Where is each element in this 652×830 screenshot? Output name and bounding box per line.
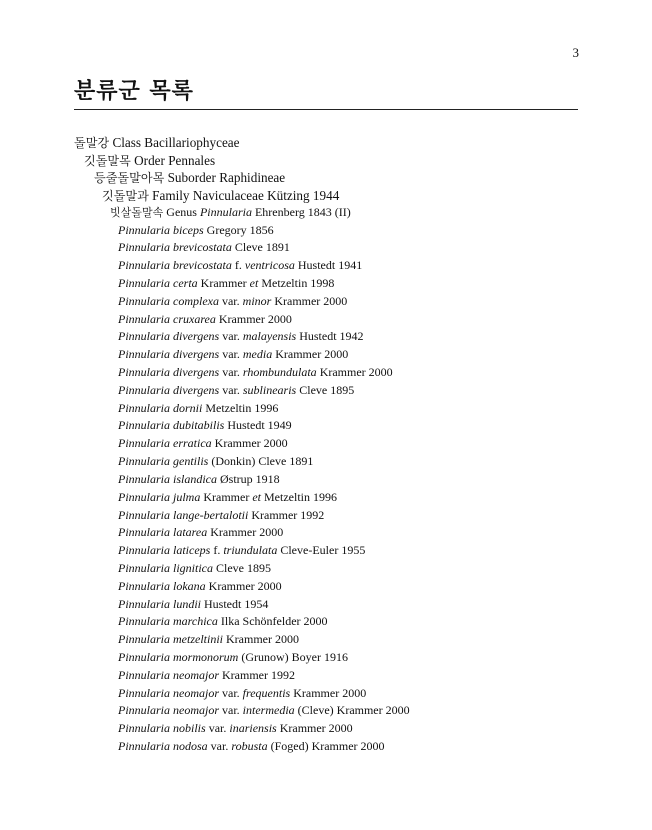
species-name: Pinnularia divergens (118, 329, 220, 344)
class-korean-name: 돌말강 (74, 136, 110, 150)
species-infra-name: ventricosa (244, 258, 295, 273)
order-name: Order Pennales (134, 152, 216, 168)
species-name: Pinnularia lundii (118, 596, 202, 611)
species-author: Krammer 2000 (210, 525, 284, 540)
species-name: Pinnularia mormonorum (118, 650, 239, 664)
species-name: Pinnularia gentilis (118, 454, 209, 469)
species-rank: var. (222, 365, 240, 379)
species-rank: var. (208, 721, 227, 736)
suborder-name: Suborder Raphidineae (167, 170, 286, 185)
suborder-korean-name: 등줄돌말아목 (94, 171, 165, 185)
species-entry (118, 669, 594, 687)
species-infra-name: sublinearis (242, 382, 297, 397)
species-author: Krammer 2000 (274, 293, 348, 308)
species-name: Pinnularia lokana (118, 578, 206, 593)
species-entry (118, 651, 594, 669)
species-name: Pinnularia erratica (118, 436, 212, 451)
species-entry (118, 633, 594, 651)
species-entry (118, 384, 594, 402)
species-name: Pinnularia neomajor (118, 667, 219, 682)
species-author: Krammer 1992 (222, 667, 295, 682)
species-name: Pinnularia laticeps (118, 543, 211, 558)
species-author: (Cleve) Krammer 2000 (297, 703, 410, 718)
taxon-list (74, 136, 594, 758)
species-author: Krammer (203, 489, 250, 504)
family-name: Family Naviculaceae Kützing 1944 (152, 187, 340, 203)
species-author: Hustedt 1949 (227, 418, 292, 433)
species-infra-name: rhombundulata (242, 365, 317, 379)
species-entry (118, 598, 594, 616)
species-name: Pinnularia marchica (118, 614, 218, 629)
species-list (74, 224, 594, 758)
species-name: Pinnularia cruxarea (118, 311, 216, 326)
species-rank: f. (234, 258, 242, 273)
species-author: Østrup 1918 (220, 471, 280, 486)
species-author: (Donkin) Cleve 1891 (211, 454, 314, 469)
species-author: Krammer 2000 (293, 685, 367, 700)
species-rank: var. (222, 347, 240, 362)
species-author: Hustedt 1942 (299, 329, 364, 344)
species-name: Pinnularia julma (118, 489, 201, 504)
species-entry (118, 491, 594, 509)
genus-korean-name: 빗살돌말속 (110, 206, 164, 219)
species-entry (118, 722, 594, 740)
species-entry (118, 366, 594, 384)
suborder-entry (94, 171, 594, 189)
species-name: Pinnularia dubitabilis (118, 418, 225, 433)
species-entry (118, 509, 594, 527)
species-infra-name: intermedia (242, 703, 295, 718)
species-entry (118, 330, 594, 348)
family-korean-name: 깃돌말과 (102, 188, 149, 203)
genus-author: Ehrenberg 1843 (II) (254, 205, 351, 219)
species-entry (118, 295, 594, 313)
species-author-conjunction: et (249, 275, 259, 290)
species-name: Pinnularia brevicostata (118, 240, 232, 255)
species-author: Metzeltin 1996 (205, 400, 279, 415)
species-entry (118, 419, 594, 437)
species-author-conjunction: et (252, 489, 261, 504)
species-author: (Grunow) Boyer 1916 (241, 650, 348, 664)
species-author-second: Metzeltin 1996 (264, 489, 337, 504)
species-entry (118, 544, 594, 562)
page-title: 분류군 목록 (74, 74, 578, 110)
species-author: Cleve-Euler 1955 (280, 543, 366, 558)
species-name: Pinnularia dornii (118, 400, 203, 415)
class-entry (74, 136, 594, 154)
genus-entry (110, 206, 594, 224)
species-name: Pinnularia nobilis (118, 721, 206, 736)
species-name: Pinnularia islandica (118, 471, 217, 486)
species-infra-name: inariensis (229, 721, 277, 736)
species-author: Krammer 2000 (214, 436, 288, 451)
species-entry (118, 687, 594, 705)
species-author: Krammer 2000 (319, 365, 393, 379)
species-entry (118, 277, 594, 295)
order-entry (84, 154, 594, 172)
species-name: Pinnularia latarea (118, 525, 208, 540)
species-name: Pinnularia divergens (118, 382, 220, 397)
species-entry (118, 740, 594, 758)
genus-name: Pinnularia (199, 205, 252, 219)
species-author-second: Metzeltin 1998 (261, 275, 335, 290)
species-entry (118, 562, 594, 580)
species-name: Pinnularia biceps (118, 222, 204, 237)
species-name: Pinnularia brevicostata (118, 258, 232, 273)
species-infra-name: minor (242, 293, 272, 308)
species-name: Pinnularia neomajor (118, 703, 219, 718)
species-author: Cleve 1895 (216, 560, 271, 575)
species-author: Cleve 1895 (299, 382, 355, 397)
species-entry (118, 455, 594, 473)
species-entry (118, 348, 594, 366)
family-entry (102, 189, 594, 207)
species-author: Krammer 2000 (208, 578, 282, 593)
species-rank: var. (222, 329, 240, 344)
species-author: Krammer 2000 (226, 632, 299, 647)
page-number: 3 (572, 45, 579, 60)
species-author: Krammer (200, 275, 247, 290)
species-entry (118, 473, 594, 491)
species-rank: var. (222, 382, 240, 397)
species-name: Pinnularia divergens (118, 365, 220, 379)
genus-rank: Genus (166, 205, 197, 219)
species-rank: var. (222, 685, 240, 700)
species-author: Krammer 2000 (279, 721, 353, 736)
species-infra-name: triundulata (223, 543, 278, 558)
species-name: Pinnularia divergens (118, 347, 220, 362)
species-name: Pinnularia metzeltinii (118, 632, 223, 647)
species-entry (118, 615, 594, 633)
species-entry (118, 437, 594, 455)
species-name: Pinnularia lignitica (118, 560, 213, 575)
species-entry (118, 704, 594, 722)
species-infra-name: malayensis (242, 329, 297, 344)
species-name: Pinnularia certa (118, 275, 198, 290)
species-name: Pinnularia nodosa (118, 739, 208, 754)
species-entry (118, 313, 594, 331)
species-entry (118, 259, 594, 277)
species-infra-name: frequentis (242, 685, 291, 700)
species-author: Cleve 1891 (234, 240, 290, 255)
order-korean-name: 깃돌말목 (84, 153, 131, 168)
species-name: Pinnularia neomajor (118, 685, 219, 700)
species-entry (118, 526, 594, 544)
species-author: (Foged) Krammer 2000 (270, 739, 385, 754)
species-rank: var. (222, 703, 240, 718)
species-rank: var. (221, 293, 240, 308)
species-name: Pinnularia complexa (118, 293, 219, 308)
species-author: Gregory 1856 (206, 222, 274, 237)
species-entry (118, 224, 594, 242)
species-author: Ilka Schönfelder 2000 (220, 614, 328, 629)
class-name: Class Bacillariophyceae (112, 135, 240, 150)
species-entry (118, 241, 594, 259)
species-author: Krammer 2000 (275, 347, 349, 362)
species-rank: var. (210, 739, 229, 754)
species-author: Hustedt 1941 (297, 258, 363, 273)
species-author: Hustedt 1954 (204, 596, 269, 611)
species-author: Krammer 2000 (218, 311, 292, 326)
species-author: Krammer 1992 (251, 507, 325, 522)
species-rank: f. (213, 543, 221, 558)
species-name: Pinnularia lange-bertalotii (118, 507, 249, 522)
species-infra-name: media (242, 347, 273, 362)
species-entry (118, 580, 594, 598)
species-infra-name: robusta (231, 739, 268, 754)
species-entry (118, 402, 594, 420)
